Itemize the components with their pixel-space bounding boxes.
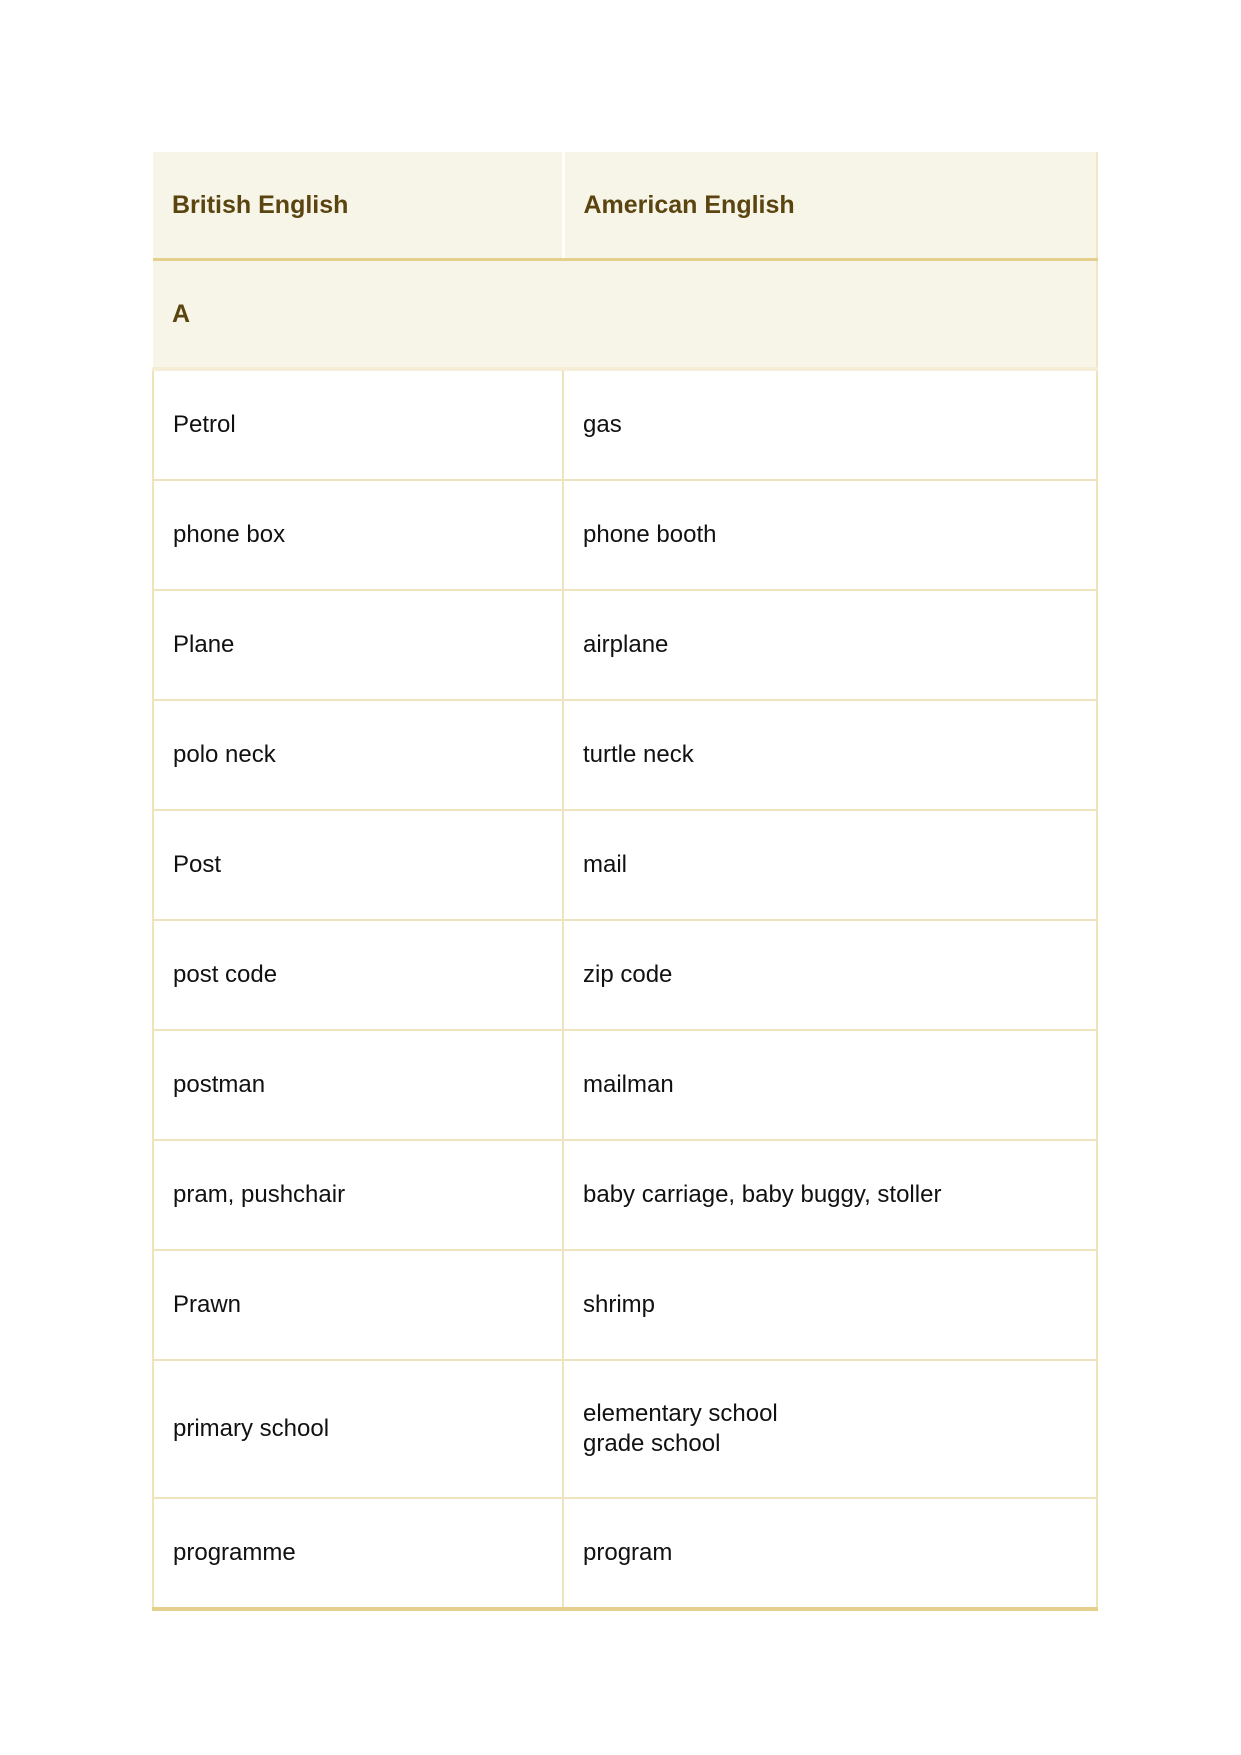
british-term: primary school [153, 1360, 563, 1498]
american-term [563, 810, 1097, 920]
british-term: pram, pushchair [153, 1140, 563, 1250]
american-term-text: phone booth [583, 521, 717, 548]
table-row [153, 1030, 1097, 1140]
american-term [563, 1498, 1097, 1609]
british-term: Prawn [153, 1250, 563, 1360]
column-header-american: American English [563, 152, 1097, 260]
british-term: phone box [153, 480, 563, 590]
table-header [153, 152, 1097, 260]
american-term [563, 1360, 1097, 1498]
table-row [153, 920, 1097, 1030]
table-body [153, 260, 1097, 1610]
american-term-text: mail [583, 851, 628, 878]
american-term-text: airplane [583, 631, 669, 658]
american-term-text: program [583, 1539, 673, 1566]
american-term-text: gas [583, 411, 622, 438]
british-term: post code [153, 920, 563, 1030]
section-label: A [153, 260, 1097, 370]
american-term-text: shrimp [583, 1291, 656, 1318]
table-row [153, 590, 1097, 700]
american-term-text: mailman [583, 1071, 674, 1098]
american-term [563, 590, 1097, 700]
british-american-vocabulary-table [152, 152, 1098, 1611]
american-term [563, 1140, 1097, 1250]
table-row [153, 480, 1097, 590]
american-term [563, 480, 1097, 590]
american-term-text: grade school [583, 1430, 721, 1457]
american-term-text: zip code [583, 961, 673, 988]
american-term [563, 1250, 1097, 1360]
table-row [153, 369, 1097, 480]
british-term: postman [153, 1030, 563, 1140]
table-row [153, 1360, 1097, 1498]
table-row [153, 1498, 1097, 1609]
vocabulary-table-container [152, 152, 1096, 1611]
american-term [563, 920, 1097, 1030]
column-header-british: British English [153, 152, 563, 260]
american-term [563, 369, 1097, 480]
american-term-text: baby carriage, baby buggy, stoller [583, 1181, 942, 1208]
american-term-text: turtle neck [583, 741, 694, 768]
table-row [153, 700, 1097, 810]
american-term [563, 700, 1097, 810]
table-row [153, 810, 1097, 920]
british-term: programme [153, 1498, 563, 1609]
british-term: polo neck [153, 700, 563, 810]
table-row [153, 1250, 1097, 1360]
american-term-text: elementary school [583, 1400, 778, 1427]
british-term: Post [153, 810, 563, 920]
british-term: Plane [153, 590, 563, 700]
section-row [153, 260, 1097, 370]
table-row [153, 1140, 1097, 1250]
american-term [563, 1030, 1097, 1140]
british-term: Petrol [153, 369, 563, 480]
